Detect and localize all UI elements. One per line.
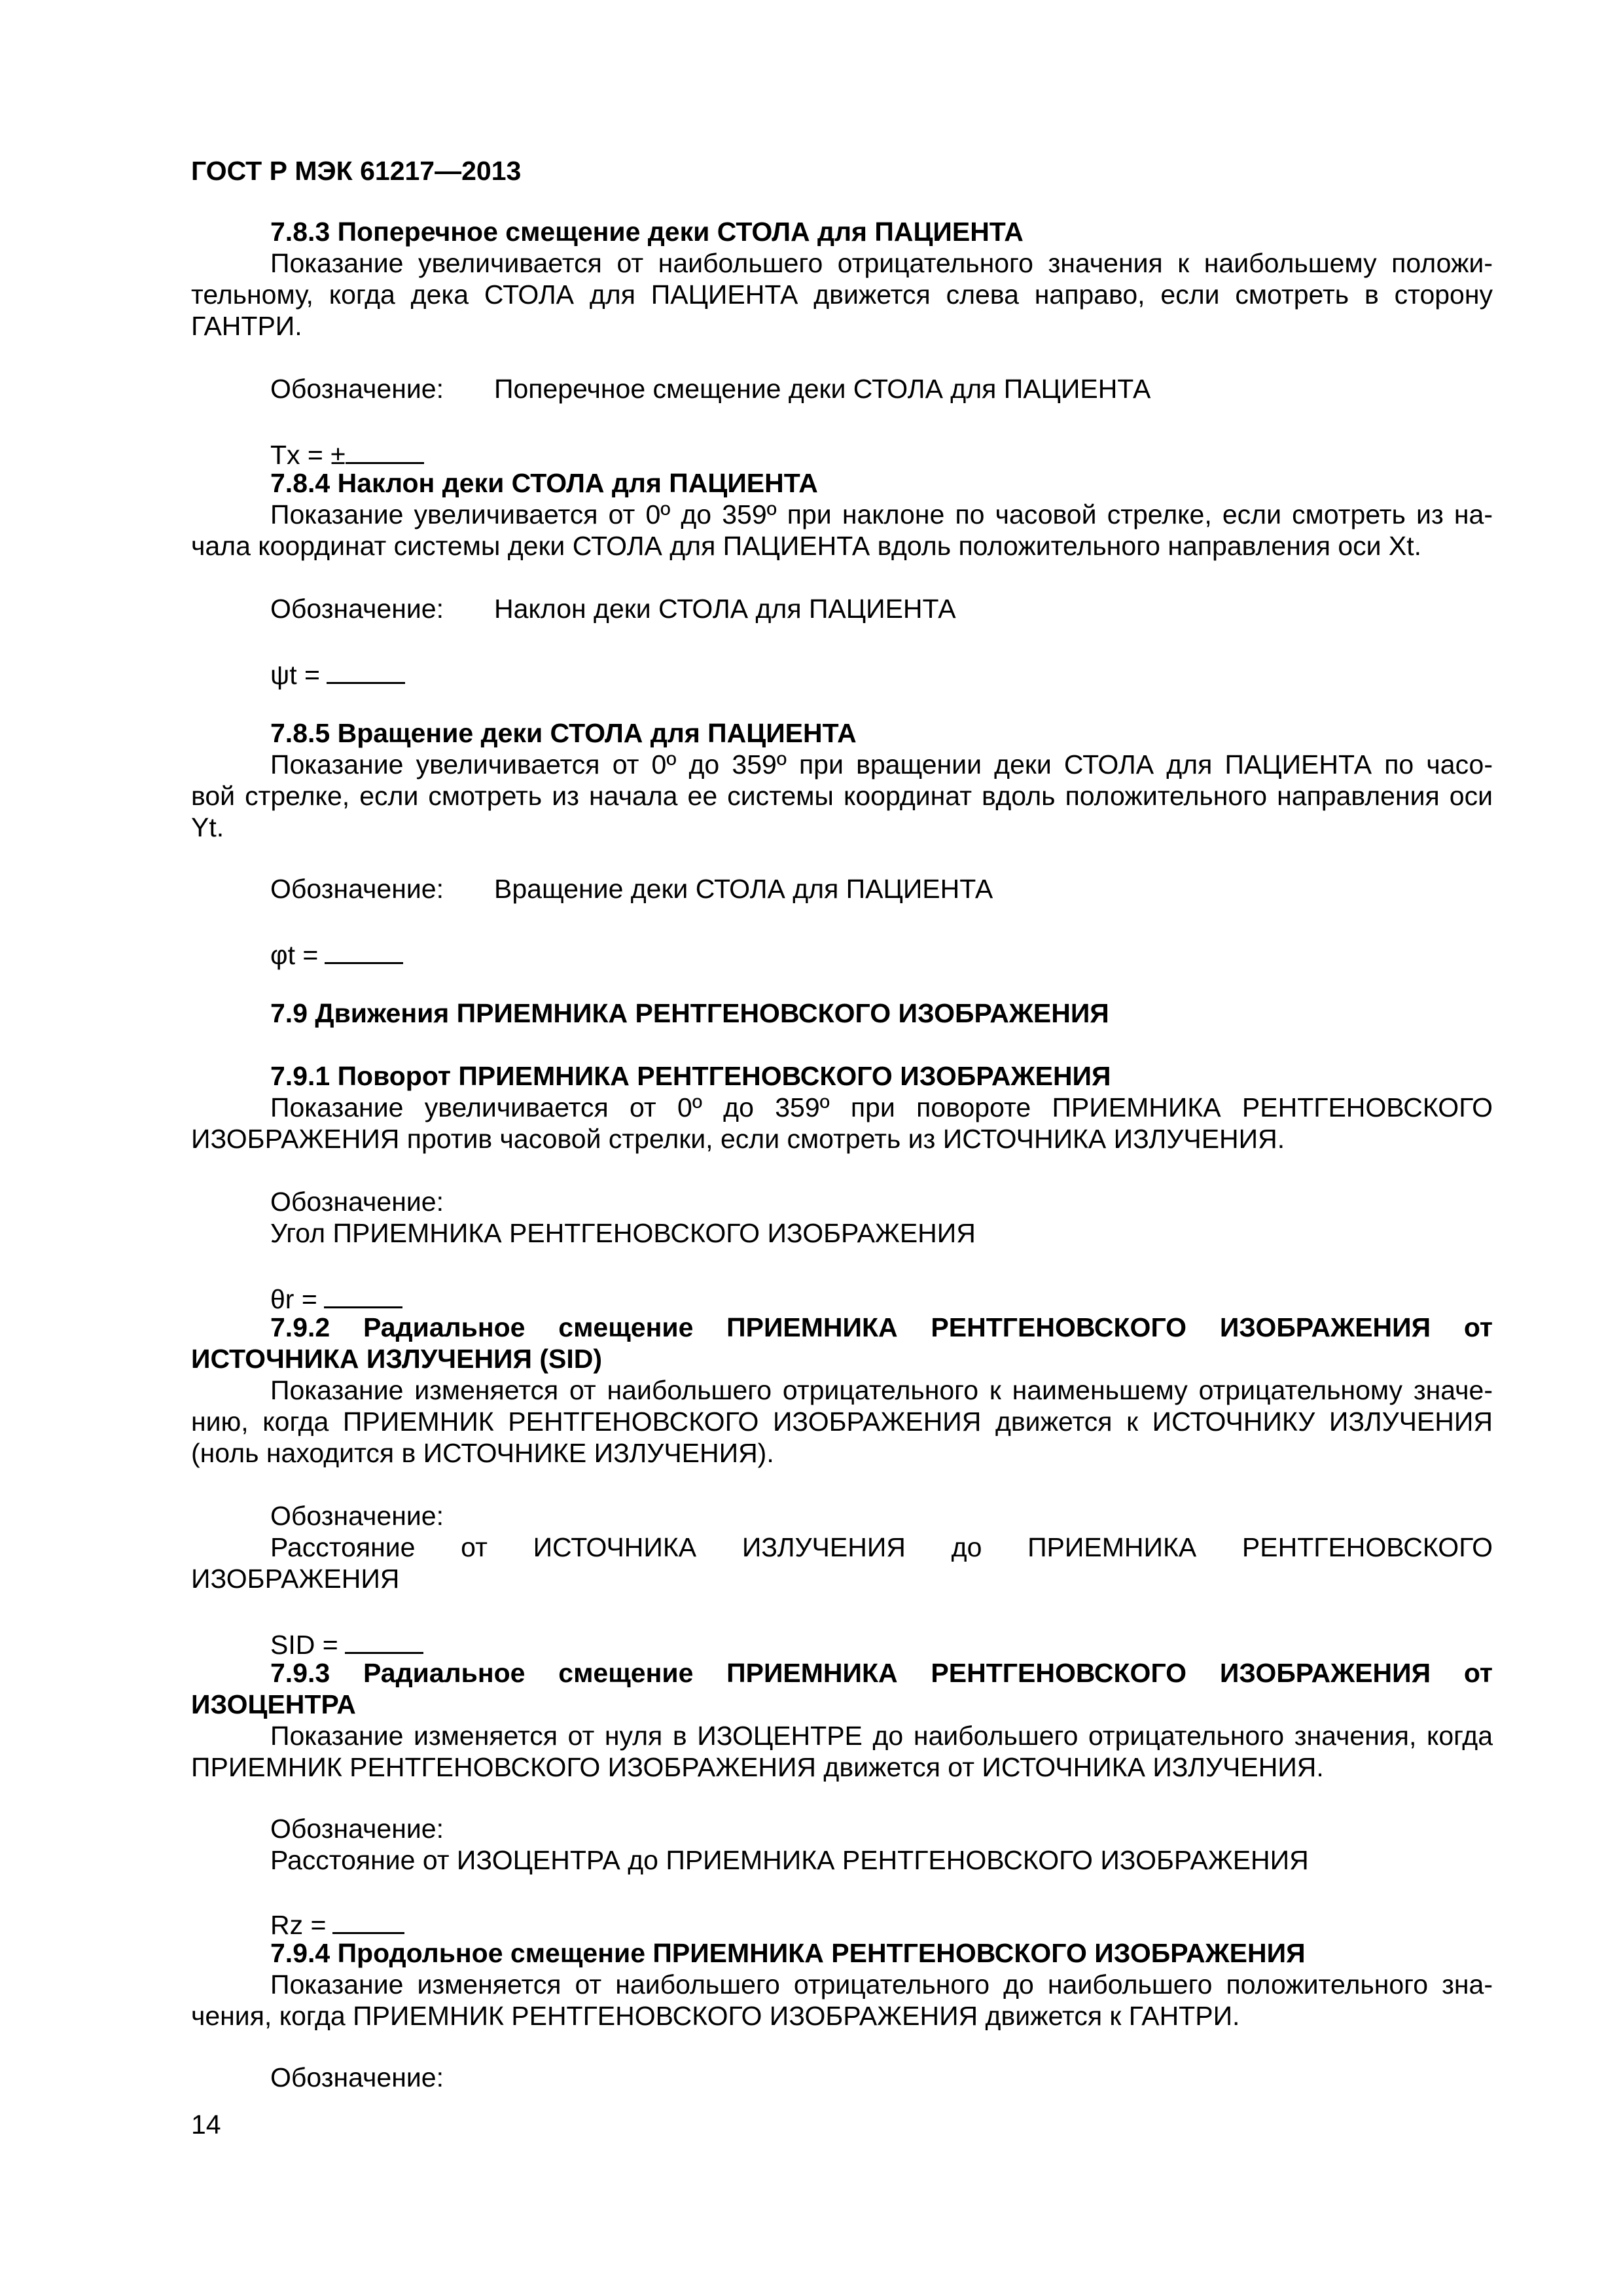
blank-field	[327, 656, 405, 684]
section-7-8-4-heading: 7.8.4 Наклон деки СТОЛА для ПАЦИЕНТА	[270, 468, 818, 498]
s785-formula	[270, 936, 403, 971]
s784-designation-value: Наклон деки СТОЛА для ПАЦИЕНТА	[494, 594, 956, 624]
s791-formula	[270, 1280, 402, 1315]
s794-text-line-1: Показание изменяется от наибольшего отрицательного до наибольшего положительного зна-	[270, 1969, 1493, 2000]
s792-text-line-1: Показание изменяется от наибольшего отрицательного к наименьшему отрицательному значе-	[270, 1375, 1493, 1405]
s785-designation-value: Вращение деки СТОЛА для ПАЦИЕНТА	[494, 874, 993, 904]
s793-text-line-1: Показание изменяется от нуля в ИЗОЦЕНТРЕ до наибольшего отрицательного значения, когда	[270, 1721, 1493, 1751]
s784-text-line-2: чала координат системы деки СТОЛА для ПАЦИЕНТА вдоль положительного направления оси Xt.	[191, 531, 1422, 561]
section-7-9-3-heading-line-2: ИЗОЦЕНТРА	[191, 1689, 356, 1719]
formula-symbol: SID =	[270, 1630, 338, 1660]
s794-text-line-2: чения, когда ПРИЕМНИК РЕНТГЕНОВСКОГО ИЗОБРАЖЕНИЯ движется к ГАНТРИ.	[191, 2001, 1240, 2031]
s793-designation-label: Обозначение:	[270, 1814, 444, 1844]
s791-text-line-2: ИЗОБРАЖЕНИЯ против часовой стрелки, если смотреть из ИСТОЧНИКА ИЗЛУЧЕНИЯ.	[191, 1124, 1285, 1154]
s785-text-line-1: Показание увеличивается от 0º до 359º при вращении деки СТОЛА для ПАЦИЕНТА по часо-	[270, 749, 1493, 780]
s792-designation-value-line-1: Расстояние от ИСТОЧНИКА ИЗЛУЧЕНИЯ до ПРИЕМНИКА РЕНТГЕНОВСКОГО	[270, 1532, 1493, 1562]
blank-field	[346, 436, 424, 464]
formula-symbol: ψt =	[270, 660, 320, 690]
section-7-9-3-heading-line-1: 7.9.3 Радиальное смещение ПРИЕМНИКА РЕНТГЕНОВСКОГО ИЗОБРАЖЕНИЯ от	[270, 1658, 1493, 1688]
s793-formula	[270, 1906, 404, 1941]
s792-text-line-3: (ноль находится в ИСТОЧНИКЕ ИЗЛУЧЕНИЯ).	[191, 1438, 774, 1468]
formula-symbol: φt =	[270, 940, 319, 970]
s792-formula	[270, 1626, 423, 1660]
s783-text-line-3: ГАНТРИ.	[191, 311, 302, 341]
s791-designation-label: Обозначение:	[270, 1187, 444, 1217]
s792-text-line-2: нию, когда ПРИЕМНИК РЕНТГЕНОВСКОГО ИЗОБРАЖЕНИЯ движется к ИСТОЧНИКУ ИЗЛУЧЕНИЯ	[191, 1407, 1493, 1437]
blank-field	[345, 1626, 423, 1654]
s791-designation-value: Угол ПРИЕМНИКА РЕНТГЕНОВСКОГО ИЗОБРАЖЕНИЯ	[270, 1218, 976, 1248]
formula-symbol: Rz =	[270, 1910, 327, 1940]
document-header: ГОСТ Р МЭК 61217—2013	[191, 156, 522, 186]
s783-text-line-1: Показание увеличивается от наибольшего отрицательного значения к наибольшему положи-	[270, 248, 1493, 278]
s783-text-line-2: тельному, когда дека СТОЛА для ПАЦИЕНТА движется слева направо, если смотреть в сторону	[191, 279, 1493, 310]
s792-designation-value-line-2: ИЗОБРАЖЕНИЯ	[191, 1564, 400, 1594]
blank-field	[325, 936, 403, 964]
s784-text-line-1: Показание увеличивается от 0º до 359º при наклоне по часовой стрелке, если смотреть из на-	[270, 499, 1493, 529]
section-7-9-2-heading-line-2: ИСТОЧНИКА ИЗЛУЧЕНИЯ (SID)	[191, 1344, 603, 1374]
s783-designation-value: Поперечное смещение деки СТОЛА для ПАЦИЕНТА	[494, 374, 1151, 404]
section-7-9-2-heading-line-1: 7.9.2 Радиальное смещение ПРИЕМНИКА РЕНТГЕНОВСКОГО ИЗОБРАЖЕНИЯ от	[270, 1312, 1493, 1342]
s785-designation-label: Обозначение:	[270, 874, 444, 904]
blank-field	[324, 1280, 402, 1308]
s784-formula	[270, 656, 405, 691]
s785-text-line-2: вой стрелке, если смотреть из начала ее системы координат вдоль положительного направления оси	[191, 781, 1493, 811]
s791-text-line-1: Показание увеличивается от 0º до 359º при повороте ПРИЕМНИКА РЕНТГЕНОВСКОГО	[270, 1092, 1493, 1122]
formula-symbol: θr =	[270, 1284, 317, 1314]
s793-text-line-2: ПРИЕМНИК РЕНТГЕНОВСКОГО ИЗОБРАЖЕНИЯ движется от ИСТОЧНИКА ИЗЛУЧЕНИЯ.	[191, 1752, 1324, 1782]
section-7-8-5-heading: 7.8.5 Вращение деки СТОЛА для ПАЦИЕНТА	[270, 718, 857, 748]
formula-symbol: Tx = ±	[270, 440, 346, 470]
s784-designation-label: Обозначение:	[270, 594, 444, 624]
section-7-9-heading: 7.9 Движения ПРИЕМНИКА РЕНТГЕНОВСКОГО ИЗОБРАЖЕНИЯ	[270, 998, 1109, 1028]
section-7-9-1-heading: 7.9.1 Поворот ПРИЕМНИКА РЕНТГЕНОВСКОГО ИЗОБРАЖЕНИЯ	[270, 1061, 1111, 1091]
section-7-9-4-heading: 7.9.4 Продольное смещение ПРИЕМНИКА РЕНТГЕНОВСКОГО ИЗОБРАЖЕНИЯ	[270, 1938, 1306, 1968]
s785-text-line-3: Yt.	[191, 812, 224, 842]
s792-designation-label: Обозначение:	[270, 1501, 444, 1531]
s793-designation-value: Расстояние от ИЗОЦЕНТРА до ПРИЕМНИКА РЕНТГЕНОВСКОГО ИЗОБРАЖЕНИЯ	[270, 1845, 1309, 1875]
blank-field	[332, 1906, 404, 1934]
s783-designation-label: Обозначение:	[270, 374, 444, 404]
section-7-8-3-heading: 7.8.3 Поперечное смещение деки СТОЛА для ПАЦИЕНТА	[270, 217, 1024, 247]
page-number: 14	[191, 2109, 221, 2140]
s794-designation-label: Обозначение:	[270, 2062, 444, 2092]
s783-formula	[270, 436, 424, 471]
